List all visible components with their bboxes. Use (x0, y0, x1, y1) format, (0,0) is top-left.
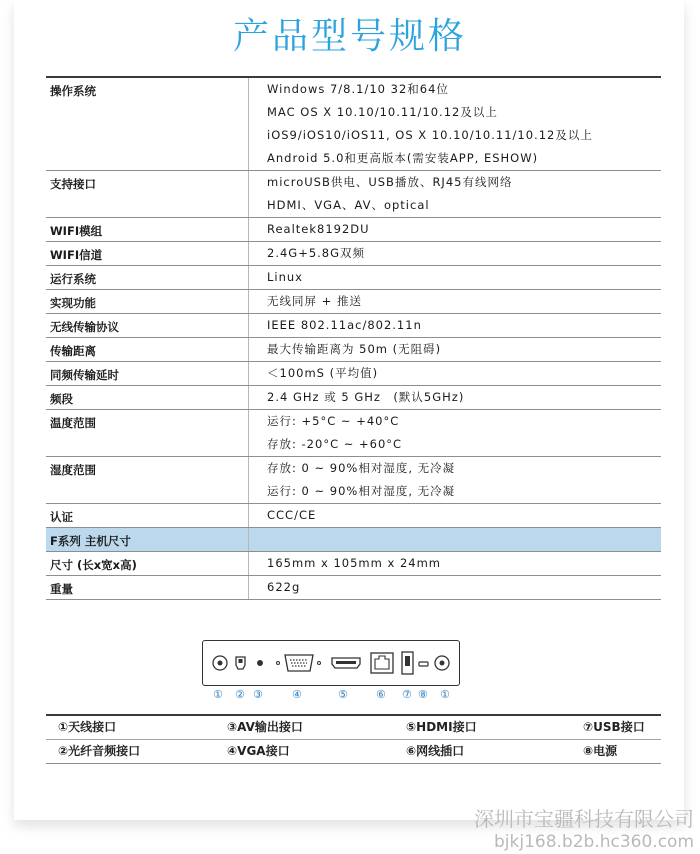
spec-value-cell (249, 386, 662, 410)
spec-value (267, 528, 661, 551)
spec-row (46, 528, 661, 552)
spec-key: 认证 (46, 504, 249, 528)
spec-key: 支持接口 (46, 171, 249, 218)
spec-row (46, 410, 661, 457)
device-ports-diagram (203, 641, 459, 685)
legend-item: ④VGA接口 (227, 744, 290, 758)
spec-key: 重量 (46, 576, 249, 600)
spec-value-cell (249, 552, 662, 576)
spec-value-cell (249, 457, 662, 504)
spec-value-cell (249, 314, 662, 338)
port-number-labels (0, 688, 700, 704)
spec-value-cell (249, 528, 662, 552)
port-number: ② (235, 688, 245, 701)
spec-key: WIFI模组 (46, 218, 249, 242)
spec-row (46, 552, 661, 576)
spec-row (46, 386, 661, 410)
spec-value: 622g (267, 580, 301, 594)
spec-value: Windows 7/8.1/10 32和64位 (267, 82, 449, 96)
legend-item: ⑤HDMI接口 (406, 720, 477, 734)
power-port-icon (419, 662, 428, 666)
spec-row (46, 576, 661, 600)
spec-value: CCC/CE (267, 508, 317, 522)
spec-value: microUSB供电、USB播放、RJ45有线网络 (267, 175, 513, 189)
spec-key: 操作系统 (46, 77, 249, 171)
legend-row (46, 739, 661, 763)
av-port-icon (257, 660, 263, 666)
spec-value: ＜100mS (平均值) (267, 366, 379, 380)
spec-key: F系列 主机尺寸 (46, 528, 249, 552)
legend-item: ①天线接口 (58, 720, 117, 734)
port-number: ⑤ (338, 688, 348, 701)
spec-value: iOS9/iOS10/iOS11, OS X 10.10/10.11/10.12及以上 (267, 128, 593, 142)
spec-row (46, 77, 661, 171)
spec-value: MAC OS X 10.10/10.11/10.12及以上 (267, 105, 498, 119)
port-number: ⑧ (418, 688, 428, 701)
spec-key: 运行系统 (46, 266, 249, 290)
usb-port-icon (402, 652, 413, 674)
spec-value-cell (249, 242, 662, 266)
spec-value: 运行: +5°C ~ +40°C (267, 414, 400, 428)
spec-key: 尺寸 (长x宽x高) (46, 552, 249, 576)
spec-value: Android 5.0和更高版本(需安装APP, ESHOW) (267, 151, 539, 165)
spec-value-cell (249, 362, 662, 386)
spec-value-cell (249, 504, 662, 528)
spec-key: 传输距离 (46, 338, 249, 362)
spec-value: 存放: 0 ~ 90%相对湿度, 无冷凝 (267, 461, 456, 475)
hdmi-port-icon (332, 658, 360, 668)
spec-key: 温度范围 (46, 410, 249, 457)
spec-row (46, 242, 661, 266)
spec-value: 最大传输距离为 50m (无阻碍) (267, 342, 442, 356)
spec-key: 频段 (46, 386, 249, 410)
spec-value: Realtek8192DU (267, 222, 370, 236)
spec-table-body (46, 77, 661, 600)
spec-row (46, 338, 661, 362)
spec-row (46, 314, 661, 338)
antenna-port-icon-right (435, 656, 449, 670)
watermark (474, 806, 694, 852)
watermark-url: bjkj168.b2b.hc360.com (493, 832, 694, 852)
spec-row (46, 290, 661, 314)
legend-item: ②光纤音频接口 (58, 744, 141, 758)
spec-value-cell (249, 410, 662, 457)
legend-item: ⑦USB接口 (583, 720, 645, 734)
spec-row (46, 218, 661, 242)
device-back-panel (202, 640, 460, 686)
spec-value-cell (249, 171, 662, 218)
spec-table (46, 76, 661, 600)
spec-value: 存放: -20°C ~ +60°C (267, 437, 403, 451)
spec-key: 湿度范围 (46, 457, 249, 504)
spec-value: 2.4G+5.8G双频 (267, 246, 366, 260)
port-legend (46, 714, 661, 764)
spec-value-cell (249, 77, 662, 171)
legend-row (46, 716, 661, 739)
spec-value: 165mm x 105mm x 24mm (267, 556, 441, 570)
spec-key: 实现功能 (46, 290, 249, 314)
legend-item: ⑧电源 (583, 744, 618, 758)
optical-port-icon (236, 657, 245, 669)
spec-key: WIFI信道 (46, 242, 249, 266)
spec-value: 2.4 GHz 或 5 GHz (默认5GHz) (267, 390, 465, 404)
spec-row (46, 266, 661, 290)
port-number: ⑦ (402, 688, 412, 701)
legend-item: ⑥网线插口 (406, 744, 465, 758)
spec-row (46, 171, 661, 218)
spec-value: 运行: 0 ~ 90%相对湿度, 无冷凝 (267, 484, 456, 498)
spec-value-cell (249, 338, 662, 362)
watermark-company: 深圳市宝疆科技有限公司 (474, 807, 694, 831)
port-number: ④ (292, 688, 302, 701)
ethernet-port-icon (371, 653, 393, 673)
spec-value: 无线同屏 + 推送 (267, 294, 362, 308)
port-number: ① (440, 688, 450, 701)
spec-value: Linux (267, 270, 303, 284)
spec-value: IEEE 802.11ac/802.11n (267, 318, 422, 332)
vga-port-icon (277, 655, 321, 671)
page-title: 产品型号规格 (232, 16, 467, 57)
port-number: ⑥ (376, 688, 386, 701)
port-number: ③ (253, 688, 263, 701)
antenna-port-icon (213, 656, 227, 670)
spec-row (46, 457, 661, 504)
spec-value-cell (249, 290, 662, 314)
port-number: ① (213, 688, 223, 701)
spec-row (46, 362, 661, 386)
spec-key: 同频传输延时 (46, 362, 249, 386)
spec-value-cell (249, 266, 662, 290)
spec-value: HDMI、VGA、AV、optical (267, 198, 430, 212)
legend-item: ③AV输出接口 (227, 720, 303, 734)
spec-value-cell (249, 576, 662, 600)
spec-row (46, 504, 661, 528)
spec-key: 无线传输协议 (46, 314, 249, 338)
spec-value-cell (249, 218, 662, 242)
